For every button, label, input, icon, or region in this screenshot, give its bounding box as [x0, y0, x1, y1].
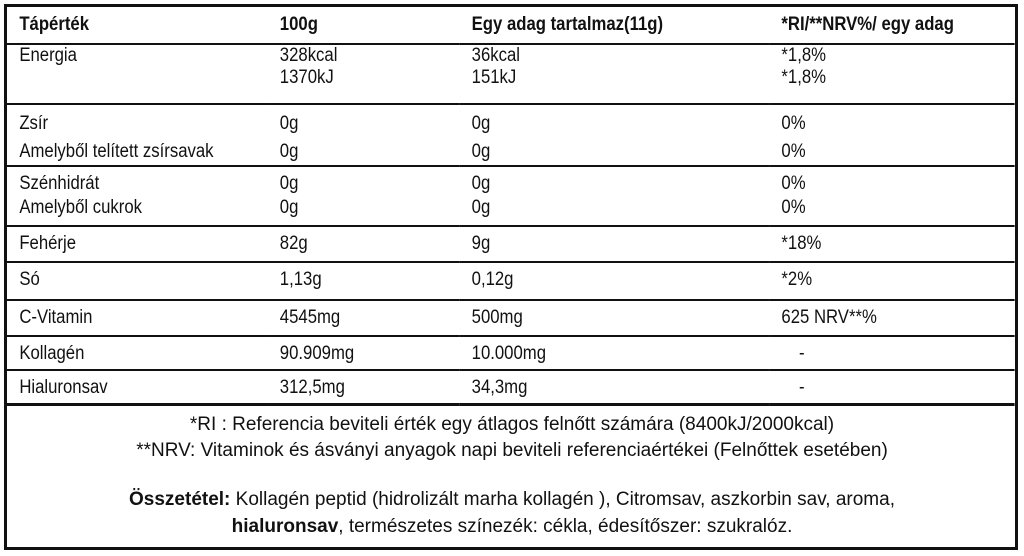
table-row-c-vitamin: [7, 300, 1015, 336]
per-100g-value: 0g 0g: [279, 113, 299, 162]
composition-line-1: [0, 486, 1024, 513]
per-100g-value: 328kcal 1370kJ: [279, 45, 338, 88]
ri-value: 625 NRV**%: [781, 307, 877, 328]
per-serving-value: 0g 0g: [471, 113, 491, 162]
composition-label: Összetétel:: [129, 489, 231, 510]
per-serving-value: 0,12g: [471, 269, 514, 290]
composition-text-2: , természetes színezék: cékla, édesítőszer: szukralóz.: [338, 516, 793, 537]
per-100g-value: 82g: [279, 233, 308, 254]
ri-value: -: [799, 377, 805, 398]
composition-bold-ingredient: hialuronsav: [231, 516, 339, 537]
per-serving-value: 500mg: [471, 307, 523, 328]
table-row-zsir: [7, 104, 1015, 166]
table-row-hialuronsav: [7, 370, 1015, 404]
table-row-kollagen: [7, 336, 1015, 370]
composition-text-1: Kollagén peptid (hidrolizált marha kollagén ), Citromsav, aszkorbin sav, aroma,: [230, 489, 895, 510]
header-per-100g: 100g: [279, 14, 318, 35]
per-100g-value: 0g 0g: [279, 173, 299, 218]
ri-value: *1,8% *1,8%: [781, 45, 827, 88]
ri-value: 0% 0%: [781, 113, 806, 162]
header-ri-nrv: *RI/**NRV%/ egy adag: [781, 14, 954, 35]
per-100g-value: 1,13g: [279, 269, 322, 290]
footnote-nrv: **NRV: Vitaminok és ásványi anyagok napi beviteli referenciaértékei (Felnőttek esetében): [136, 440, 888, 461]
per-100g-value: 312,5mg: [279, 377, 345, 398]
nutrient-name: Só: [19, 269, 40, 290]
table-row-so: [7, 262, 1015, 300]
ri-value: *18%: [781, 233, 822, 254]
nutrient-name: Kollagén: [19, 343, 85, 364]
composition: [0, 486, 1024, 540]
table-row-feherje: [7, 226, 1015, 262]
per-serving-value: 0g 0g: [471, 173, 491, 218]
nutrient-name: Fehérje: [19, 233, 77, 254]
ri-value: 0% 0%: [781, 173, 806, 218]
per-100g-value: 90.909mg: [279, 343, 355, 364]
header-per-serving: Egy adag tartalmaz(11g): [471, 14, 664, 35]
table-row-energia: [7, 44, 1015, 104]
ri-value: -: [799, 343, 805, 364]
table-header-row: [7, 7, 1015, 44]
nutrient-name: Hialuronsav: [19, 377, 108, 398]
composition-line-2: [0, 513, 1024, 540]
per-serving-value: 36kcal 151kJ: [471, 45, 520, 88]
nutrient-name: Energia: [19, 45, 77, 66]
nutrient-name: Zsír Amelyből telített zsírsavak: [19, 113, 214, 162]
per-100g-value: 4545mg: [279, 307, 341, 328]
nutrition-table: [7, 7, 1015, 406]
table-row-szenhidrat: [7, 166, 1015, 226]
ri-value: *2%: [781, 269, 813, 290]
nutrient-name: Szénhidrát Amelyből cukrok: [19, 173, 142, 218]
footnote-ri: *RI : Referencia beviteli érték egy átlagos felnőtt számára (8400kJ/2000kcal): [189, 414, 835, 435]
per-serving-value: 10.000mg: [471, 343, 547, 364]
footnotes: [0, 412, 1024, 464]
per-serving-value: 34,3mg: [471, 377, 528, 398]
per-serving-value: 9g: [471, 233, 491, 254]
nutrient-name: C-Vitamin: [19, 307, 93, 328]
header-nutrient: Tápérték: [19, 14, 90, 35]
